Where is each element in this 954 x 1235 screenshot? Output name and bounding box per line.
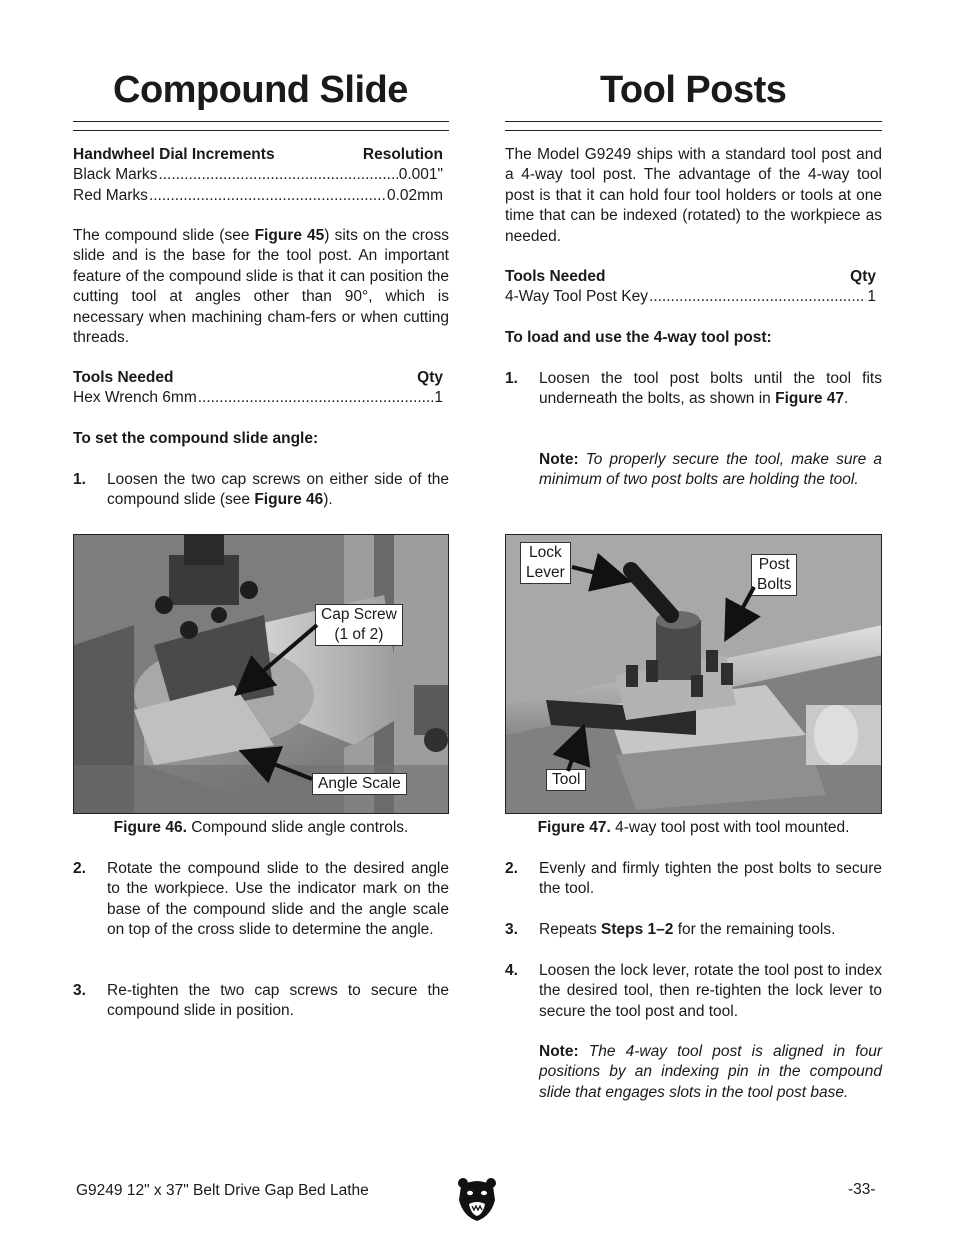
tool-row-hex-wrench: Hex Wrench 6mm ..... 1 — [73, 388, 449, 408]
arrow-cap-screw — [240, 625, 317, 691]
callout-tool: Tool — [546, 769, 586, 791]
left-step-3: 3. Re-tighten the two cap screws to secure the compound slide in position. — [73, 982, 449, 1020]
figure-45-ref: Figure 45 — [254, 227, 325, 244]
arrow-angle-scale — [246, 753, 312, 779]
figure-46-caption: Figure 46. Compound slide angle controls. — [113, 819, 409, 836]
procedure-title-right: To load and use the 4-way tool post: — [505, 329, 772, 346]
title-rule — [73, 121, 449, 131]
dial-increments-table — [73, 145, 449, 206]
page-number: -33- — [848, 1181, 876, 1198]
arrow-tool — [568, 731, 582, 771]
arrow-post-bolts — [728, 587, 754, 635]
footer-model: G9249 12" x 37" Belt Drive Gap Bed Lathe — [76, 1182, 369, 1199]
compound-slide-title: Compound Slide — [113, 69, 408, 111]
callout-cap-screw: Cap Screw (1 of 2) — [315, 604, 403, 646]
dial-row-black: Black Marks ..... 0.001" — [73, 165, 449, 185]
tools-needed-table-left: Tools Needed Qty Hex Wrench 6mm ..... 1 — [73, 368, 449, 409]
title-rule — [505, 121, 882, 131]
procedure-title-left: To set the compound slide angle: — [73, 430, 319, 447]
bear-logo-icon — [457, 1176, 497, 1222]
right-step-1: 1. Loosen the tool post bolts until the tool fits underneath the bolts, as shown in Figure 47. — [505, 370, 882, 408]
dial-table-header: Handwheel Dial Increments Resolution — [73, 146, 443, 163]
tool-posts-intro-paragraph: The Model G9249 ships with a standard tool post and a 4-way tool post. The advantage of the 4-way tool post is that it can hold four tool holders or tools at one time that can be indexed (rotated) to the workpiece as needed. — [505, 146, 882, 245]
dial-row-red: Red Marks ..... 0.02mm — [73, 186, 449, 206]
callout-lock-lever: Lock Lever — [520, 542, 571, 584]
figure-46-photo — [73, 534, 449, 814]
arrow-lock-lever — [572, 567, 624, 580]
compound-intro-paragraph: The compound slide (see Figure 45) sits on the cross slide and is the base for the tool post. An important feature of the compound slide is that it can position the cutting tool at angles other than 90°, which is necessary when machining cham-fers or when cutting threads. — [73, 227, 449, 347]
right-step-2: 2. Evenly and firmly tighten the post bolts to secure the tool. — [505, 860, 882, 898]
callout-angle-scale: Angle Scale — [312, 773, 407, 795]
left-step-1: 1. Loosen the two cap screws on either side of the compound slide (see Figure 46). — [73, 471, 449, 509]
tools-needed-table-right: Tools Needed Qty 4-Way Tool Post Key ..... 1 — [505, 267, 882, 308]
right-step-3: 3. Repeats Steps 1–2 for the remaining tools. — [505, 921, 836, 938]
right-note-1: Note: To properly secure the tool, make sure a minimum of two post bolts are holding the tool. — [539, 451, 882, 489]
figure-47-caption: Figure 47. 4-way tool post with tool mounted. — [537, 819, 850, 836]
figure-47-photo — [505, 534, 882, 814]
tool-posts-title: Tool Posts — [600, 69, 787, 111]
tool-row-post-key: 4-Way Tool Post Key ..... 1 — [505, 287, 882, 307]
figure-47-arrows — [506, 535, 882, 814]
right-note-2: Note: The 4-way tool post is aligned in four positions by an indexing pin in the compound slide that engages slots in the tool post base. — [539, 1043, 882, 1101]
left-step-2: 2. Rotate the compound slide to the desired angle to the workpiece. Use the indicator mark on the base of the compound slide and the angle scale on top of the cross slide to determine the angle. — [73, 860, 449, 939]
figure-46-arrows — [74, 535, 449, 814]
callout-post-bolts: Post Bolts — [751, 554, 797, 596]
right-step-4: 4. Loosen the lock lever, rotate the tool post to index the desired tool, then re-tighten the lock lever to secure the tool post and tool. — [505, 962, 882, 1020]
